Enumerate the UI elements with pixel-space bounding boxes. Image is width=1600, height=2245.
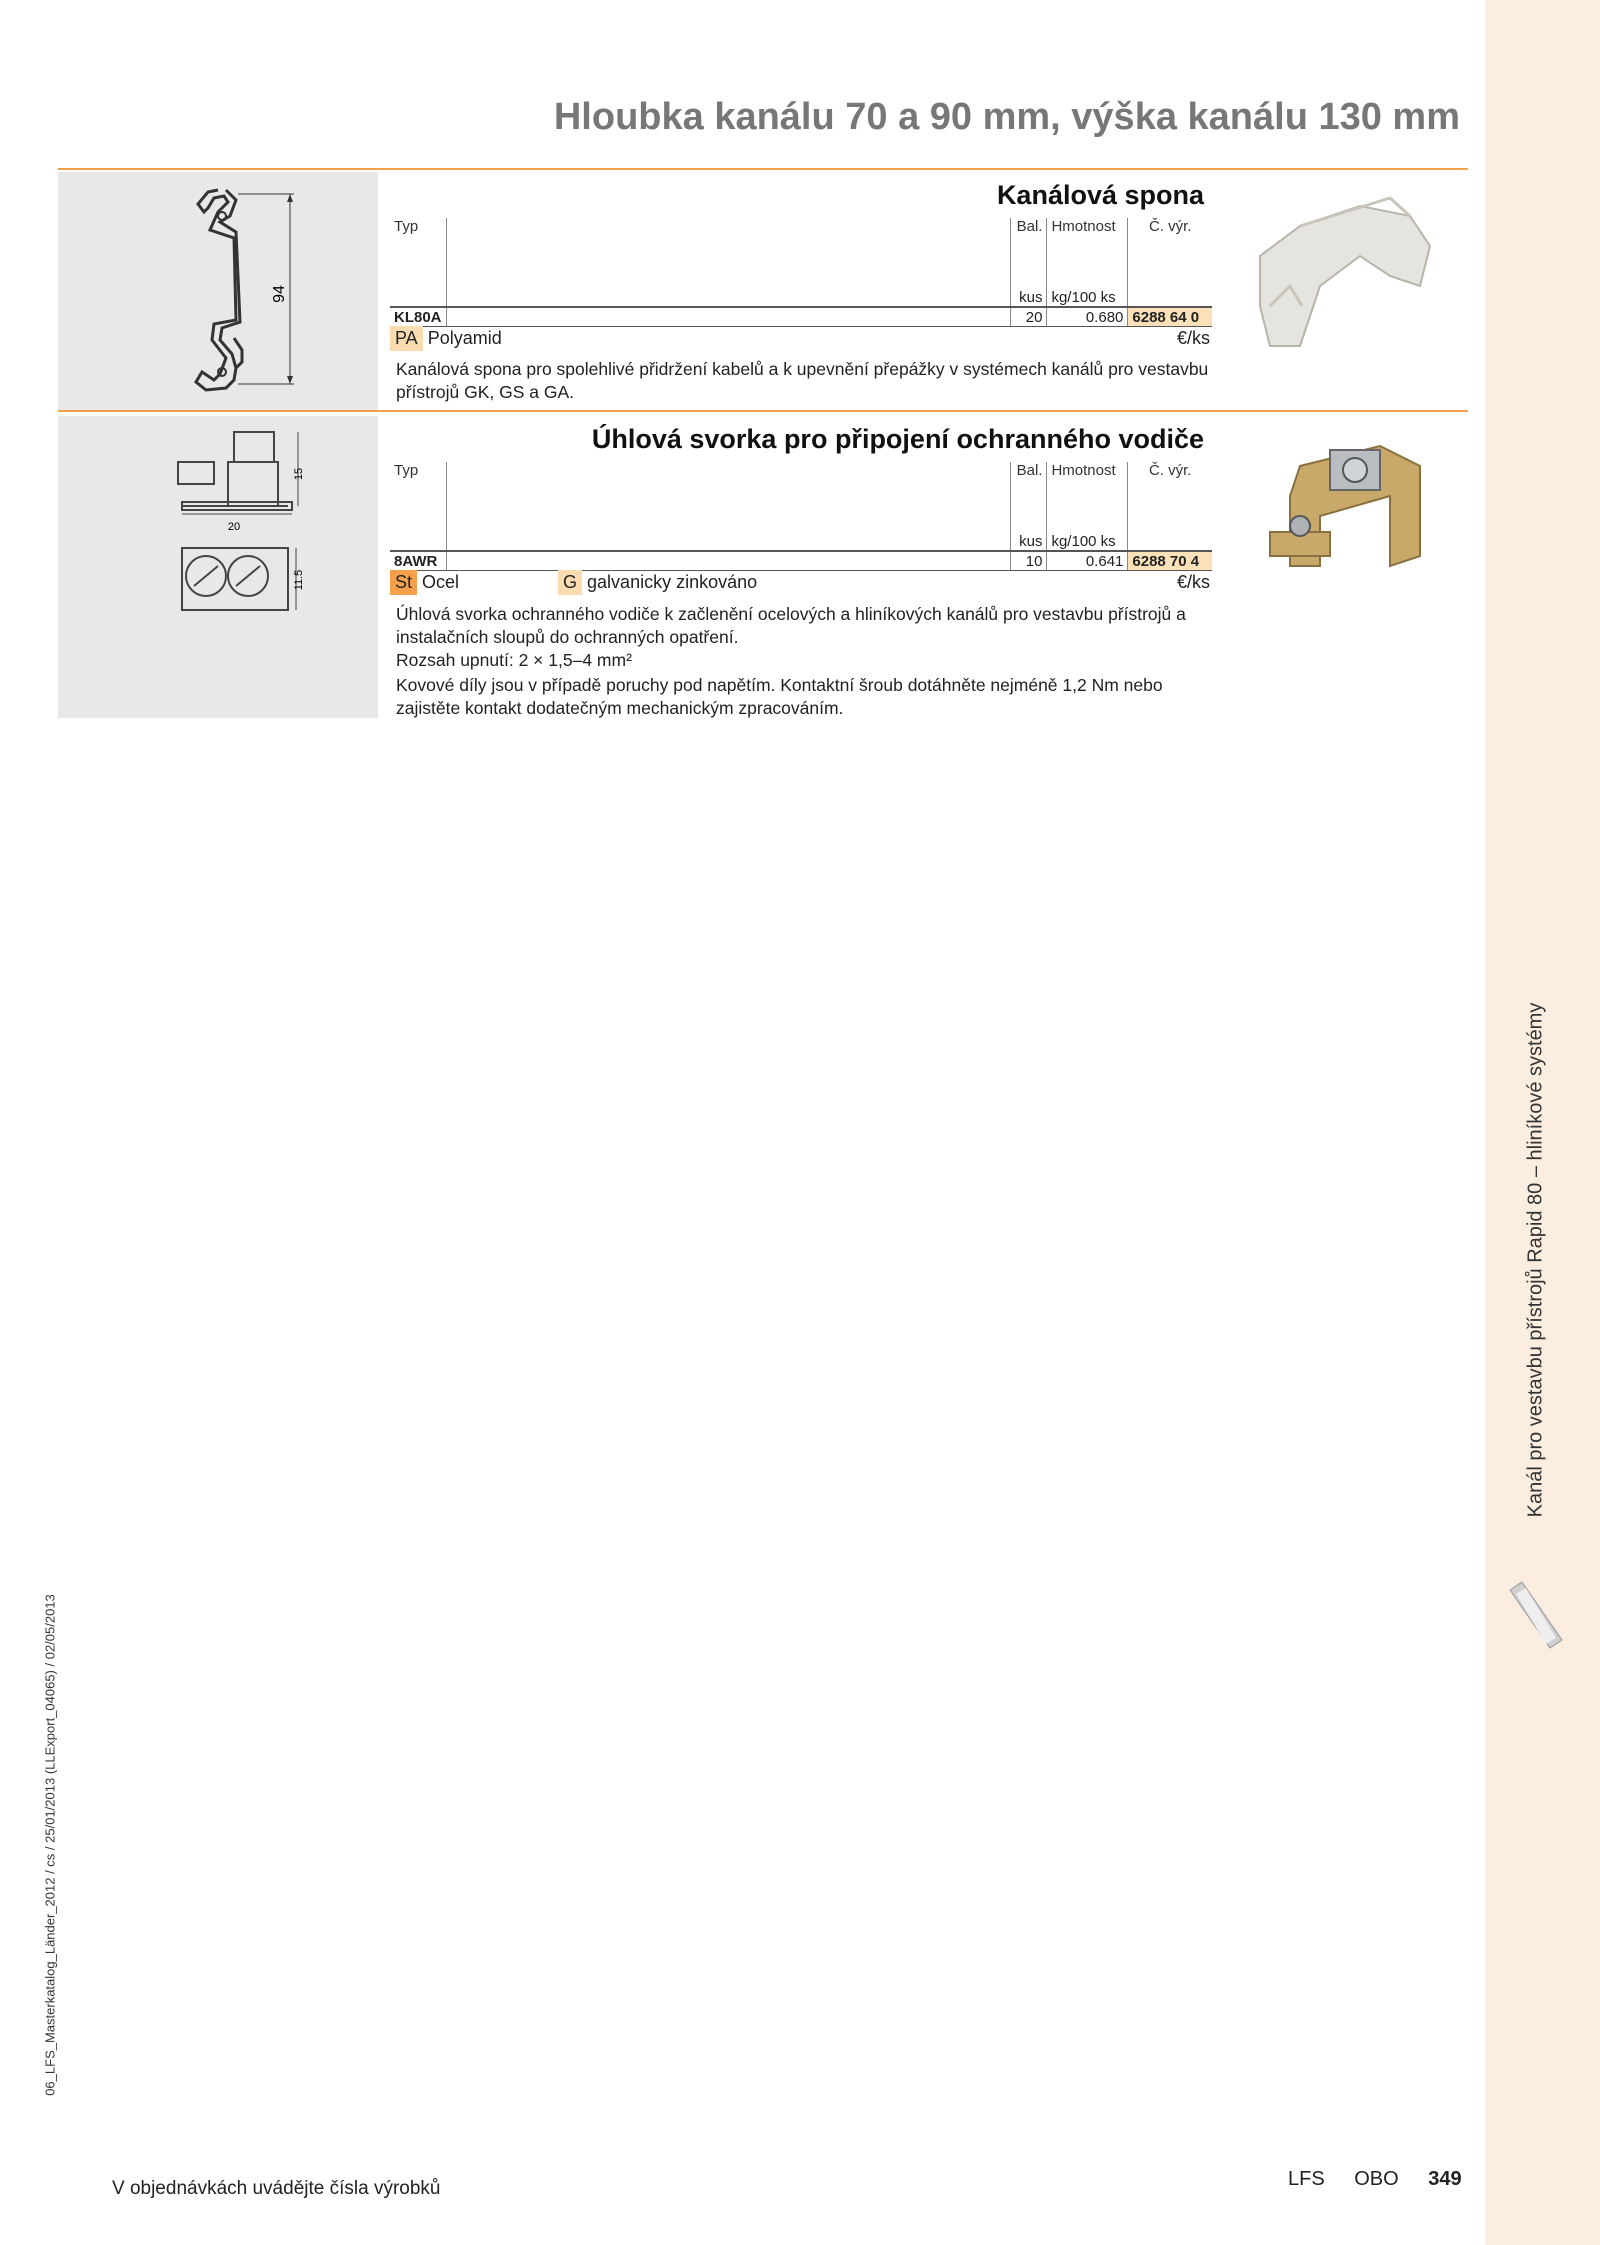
bal-value: 20 xyxy=(1010,307,1047,327)
col-article: Č. výr. xyxy=(1128,462,1212,490)
page-title: Hloubka kanálu 70 a 90 mm, výška kanálu 130 mm xyxy=(553,96,1460,138)
product-description: Kanálová spona pro spolehlivé přidržení kabelů a k upevnění přepážky v systémech kanálů pro vestavbu přístrojů GK, GS a GA. xyxy=(396,359,1209,402)
clip-photo xyxy=(1240,196,1440,356)
clamping-range: Rozsah upnutí: 2 × 1,5–4 mm² xyxy=(396,650,632,670)
col-typ: Typ xyxy=(394,218,419,235)
unit-bal: kus xyxy=(1010,530,1047,551)
document-meta: 06_LFS_Masterkatalog_Länder_2012 / cs / 25/01/2013 (LLExport_04065) / 02/05/2013 xyxy=(42,1594,58,2096)
col-weight: Hmotnost xyxy=(1047,462,1128,490)
product-description: Úhlová svorka ochranného vodiče k začlenění ocelových a hliníkových kanálů pro vestavbu přístrojů a instalačních sloupů do ochranných opatření. xyxy=(396,604,1186,647)
col-typ: Typ xyxy=(394,462,419,479)
channel-thumbnail-icon xyxy=(1506,1580,1564,1650)
section-title-vertical: Kanál pro vestavbu přístrojů Rapid 80 – hliníkové systémy xyxy=(1524,1002,1547,1518)
unit-weight: kg/100 ks xyxy=(1047,530,1128,551)
spec-table-clip xyxy=(390,218,1212,327)
terminal-photo xyxy=(1260,436,1430,576)
dim-label-c: 11.5 xyxy=(293,569,305,591)
section-rule xyxy=(58,410,1468,412)
product-heading-terminal: Úhlová svorka pro připojení ochranného vodiče xyxy=(591,424,1204,454)
dim-label-b: 20 xyxy=(227,521,241,533)
section-rule xyxy=(58,168,1468,170)
col-bal: Bal. xyxy=(1010,462,1047,490)
footer-note: V objednávkách uvádějte čísla výrobků xyxy=(112,2178,441,2199)
table-row xyxy=(390,307,1212,327)
table-row xyxy=(390,551,1212,571)
article-number: 6288 64 0 xyxy=(1128,307,1212,327)
unit-bal: kus xyxy=(1010,286,1047,307)
technical-drawing-clip xyxy=(58,172,378,410)
finish-label: galvanicky zinkováno xyxy=(587,572,758,592)
weight-value: 0.680 xyxy=(1047,307,1128,327)
col-weight: Hmotnost xyxy=(1047,218,1128,246)
price-unit: €/ks xyxy=(1176,572,1210,592)
material-line xyxy=(390,326,1210,351)
spec-table-terminal xyxy=(390,462,1212,571)
dimension-label: 94 xyxy=(271,285,288,303)
bal-value: 10 xyxy=(1010,551,1047,571)
safety-note: Kovové díly jsou v případě poruchy pod napětím. Kontaktní šroub dotáhněte nejméně 1,2 Nm nebo zajistěte kontakt dodatečným mechanickým zpracováním. xyxy=(396,675,1163,718)
material-label: Polyamid xyxy=(427,328,502,348)
brand-obo: OBO xyxy=(1354,2168,1399,2190)
col-article: Č. výr. xyxy=(1128,218,1212,246)
col-bal: Bal. xyxy=(1010,218,1047,246)
weight-value: 0.641 xyxy=(1047,551,1128,571)
price-unit: €/ks xyxy=(1176,328,1210,348)
type-code: 8AWR xyxy=(390,551,446,571)
dim-label-a: 15 xyxy=(293,467,305,481)
unit-weight: kg/100 ks xyxy=(1047,286,1128,307)
product-heading-clip: Kanálová spona xyxy=(996,180,1204,210)
article-number: 6288 70 4 xyxy=(1128,551,1212,571)
page-number: 349 xyxy=(1428,2168,1462,2190)
type-code: KL80A xyxy=(390,307,446,327)
finish-code: G xyxy=(558,570,582,595)
material-code: PA xyxy=(390,326,423,351)
material-label: Ocel xyxy=(422,572,460,592)
footer-brand xyxy=(1288,2168,1486,2191)
technical-drawing-terminal xyxy=(58,416,378,718)
material-code: St xyxy=(390,570,417,595)
brand-lfs: LFS xyxy=(1288,2168,1325,2190)
material-line xyxy=(390,570,1210,595)
